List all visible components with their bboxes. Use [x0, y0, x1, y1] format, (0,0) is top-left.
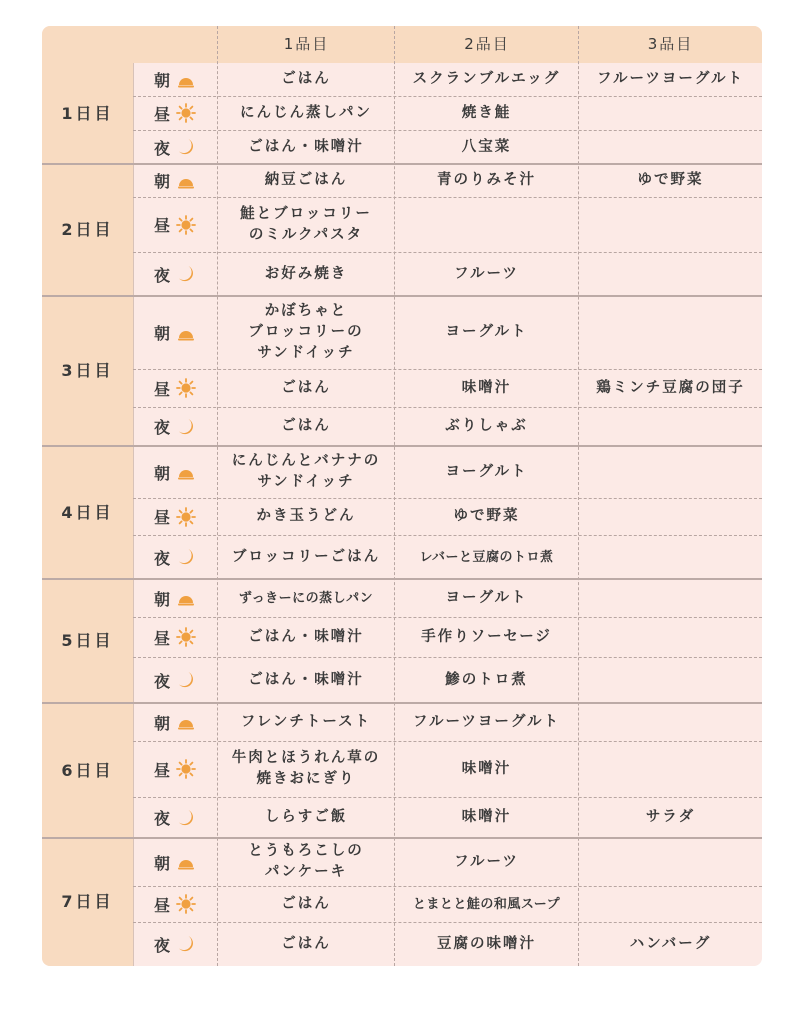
meal-label-night — [133, 657, 217, 703]
dish-cell — [579, 252, 762, 296]
meal-label-morning — [133, 703, 217, 741]
dish-cell: かぼちゃと ブロッコリーの サンドイッチ — [248, 303, 364, 361]
dish-cell — [395, 197, 578, 252]
sunrise-icon — [176, 323, 196, 343]
dish-cell: 八宝菜 — [461, 138, 512, 155]
meal-label-night — [133, 922, 217, 966]
meal-label-text: 夜 — [153, 809, 170, 828]
meal-label-noon — [133, 741, 217, 797]
dish-cell — [579, 446, 762, 498]
dish-cell: 鯵のトロ煮 — [445, 671, 528, 688]
day-label: 1日目 — [61, 104, 114, 123]
dish-cell: 牛肉とほうれん草の 焼きおにぎり — [231, 750, 381, 787]
dish-cell: 鶏ミンチ豆腐の団子 — [596, 379, 745, 396]
meal-label-noon — [133, 369, 217, 407]
meal-label-text: 夜 — [153, 138, 170, 158]
sun-icon — [176, 894, 196, 914]
dish-cell: 味噌汁 — [461, 379, 512, 396]
meal-label-noon — [133, 498, 217, 535]
dish-cell: ハンバーグ — [629, 935, 712, 952]
dish-cell: ゆで野菜 — [637, 172, 704, 188]
meal-label-text: 夜 — [153, 935, 170, 955]
header-col2: 2品目 — [464, 35, 510, 53]
sunrise-icon — [176, 171, 196, 191]
sun-icon — [176, 215, 196, 235]
meal-label-morning — [133, 579, 217, 617]
meal-label-text: 昼 — [153, 760, 170, 780]
meal-label-text: 朝 — [153, 71, 170, 90]
sun-icon — [176, 103, 196, 123]
moon-icon — [176, 547, 196, 567]
day-label: 6日目 — [61, 761, 114, 780]
dish-cell: ヨーグルト — [445, 324, 528, 340]
dish-cell — [579, 741, 762, 797]
dish-cell: とうもろこしの パンケーキ — [248, 843, 364, 880]
sunrise-icon — [176, 852, 196, 872]
meal-label-text: 朝 — [153, 172, 170, 191]
dish-cell: 鮭とブロッコリー のミルクパスタ — [240, 205, 372, 243]
meal-label-text: 朝 — [153, 853, 170, 873]
dish-cell: ごはん・味噌汁 — [248, 671, 364, 688]
dish-cell: ぶりしゃぶ — [445, 418, 528, 434]
dish-cell: ごはん — [281, 379, 331, 396]
dish-cell: フルーツ — [454, 265, 519, 282]
sun-icon — [176, 507, 196, 527]
meal-label-night — [133, 797, 217, 838]
dish-cell: フルーツヨーグルト — [597, 71, 744, 87]
dish-cell: ごはん — [281, 418, 331, 434]
sun-icon — [176, 759, 196, 779]
meal-label-night — [133, 535, 217, 579]
meal-label-text: 昼 — [153, 379, 170, 399]
dish-cell: ごはん・味噌汁 — [248, 628, 364, 645]
header-col1: 1品目 — [283, 35, 330, 53]
meal-label-night — [133, 252, 217, 296]
meal-label-night — [133, 130, 217, 164]
meal-label-text: 朝 — [153, 713, 170, 733]
dish-cell: ごはん — [281, 895, 331, 912]
meal-label-text: 昼 — [153, 895, 170, 915]
meal-label-text: 夜 — [153, 548, 170, 568]
dish-cell: サラダ — [645, 809, 696, 825]
sunrise-icon — [176, 462, 196, 482]
dish-cell — [579, 296, 762, 369]
dish-cell — [579, 130, 762, 164]
dish-cell: スクランブルエッグ — [412, 71, 561, 87]
sunrise-icon — [176, 712, 196, 732]
moon-icon — [176, 417, 196, 437]
dish-cell: にんじん蒸しパン — [240, 104, 372, 121]
dish-cell: 豆腐の味噌汁 — [437, 935, 536, 952]
meal-label-noon — [133, 886, 217, 922]
dish-cell: フルーツ — [454, 853, 519, 870]
dish-cell — [579, 617, 762, 657]
dish-cell: 味噌汁 — [461, 760, 512, 777]
dish-cell: ごはん — [281, 935, 331, 952]
dish-cell: にんじんとバナナの サンドイッチ — [231, 453, 381, 490]
dish-cell: とまとと鮭の和風スープ — [412, 896, 561, 912]
dish-cell: ヨーグルト — [445, 463, 528, 480]
dish-cell: 青のりみそ汁 — [437, 172, 536, 188]
dish-cell: 味噌汁 — [461, 809, 512, 825]
moon-icon — [176, 670, 196, 690]
dish-cell: お好み焼き — [264, 265, 348, 282]
meal-label-text: 夜 — [153, 418, 170, 437]
sunrise-icon — [176, 588, 196, 608]
day-label: 7日目 — [61, 892, 114, 911]
dish-cell — [579, 657, 762, 703]
dish-cell: ごはん — [281, 71, 331, 87]
meal-label-morning — [133, 63, 217, 96]
dish-cell — [579, 535, 762, 579]
dish-cell: ごはん・味噌汁 — [248, 138, 364, 155]
meal-plan-table — [42, 26, 762, 966]
dish-cell — [579, 703, 762, 741]
meal-label-text: 昼 — [153, 104, 170, 124]
day-label: 2日目 — [61, 220, 114, 239]
header-col3: 3品目 — [647, 35, 694, 53]
meal-label-text: 夜 — [153, 671, 170, 691]
meal-label-morning — [133, 296, 217, 369]
meal-label-text: 朝 — [153, 463, 170, 483]
dish-cell: フルーツヨーグルト — [413, 713, 560, 730]
moon-icon — [176, 137, 196, 157]
day-label: 5日目 — [61, 631, 114, 650]
meal-label-text: 昼 — [153, 216, 170, 235]
moon-icon — [176, 934, 196, 954]
dish-cell — [579, 838, 762, 886]
meal-label-morning — [133, 446, 217, 498]
sunrise-icon — [176, 70, 196, 90]
moon-icon — [176, 264, 196, 284]
meal-label-morning — [133, 838, 217, 886]
dish-cell: ブロッコリーごはん — [231, 548, 381, 565]
dish-cell: ゆで野菜 — [453, 508, 520, 524]
meal-label-text: 夜 — [153, 265, 170, 285]
dish-cell — [579, 498, 762, 535]
dish-cell: かき玉うどん — [256, 508, 356, 524]
meal-label-noon — [133, 96, 217, 130]
dish-cell — [579, 407, 762, 446]
meal-label-text: 朝 — [153, 589, 170, 609]
meal-label-night — [133, 407, 217, 446]
meal-label-noon — [133, 617, 217, 657]
moon-icon — [176, 808, 196, 828]
meal-label-text: 昼 — [153, 508, 170, 527]
meal-label-text: 昼 — [153, 628, 170, 648]
sun-icon — [176, 627, 196, 647]
meal-label-noon — [133, 197, 217, 252]
dish-cell — [579, 579, 762, 617]
dish-cell: ヨーグルト — [445, 589, 528, 606]
meal-label-text: 朝 — [153, 324, 170, 343]
dish-cell: ずっきーにの蒸しパン — [238, 590, 374, 606]
dish-cell: レバーと豆腐のトロ煮 — [419, 549, 554, 565]
dish-cell — [579, 886, 762, 922]
dish-cell: 焼き鮭 — [461, 104, 512, 121]
day-label: 4日目 — [61, 503, 114, 522]
dish-cell: 手作りソーセージ — [421, 628, 552, 645]
sun-icon — [176, 378, 196, 398]
dish-cell — [579, 96, 762, 130]
dish-cell: 納豆ごはん — [264, 172, 348, 188]
dish-cell — [579, 197, 762, 252]
table-header — [42, 26, 762, 63]
day-label: 3日目 — [61, 361, 114, 380]
dish-cell: しらすご飯 — [264, 809, 348, 825]
dish-cell: フレンチトースト — [240, 713, 372, 730]
meal-label-morning — [133, 164, 217, 197]
